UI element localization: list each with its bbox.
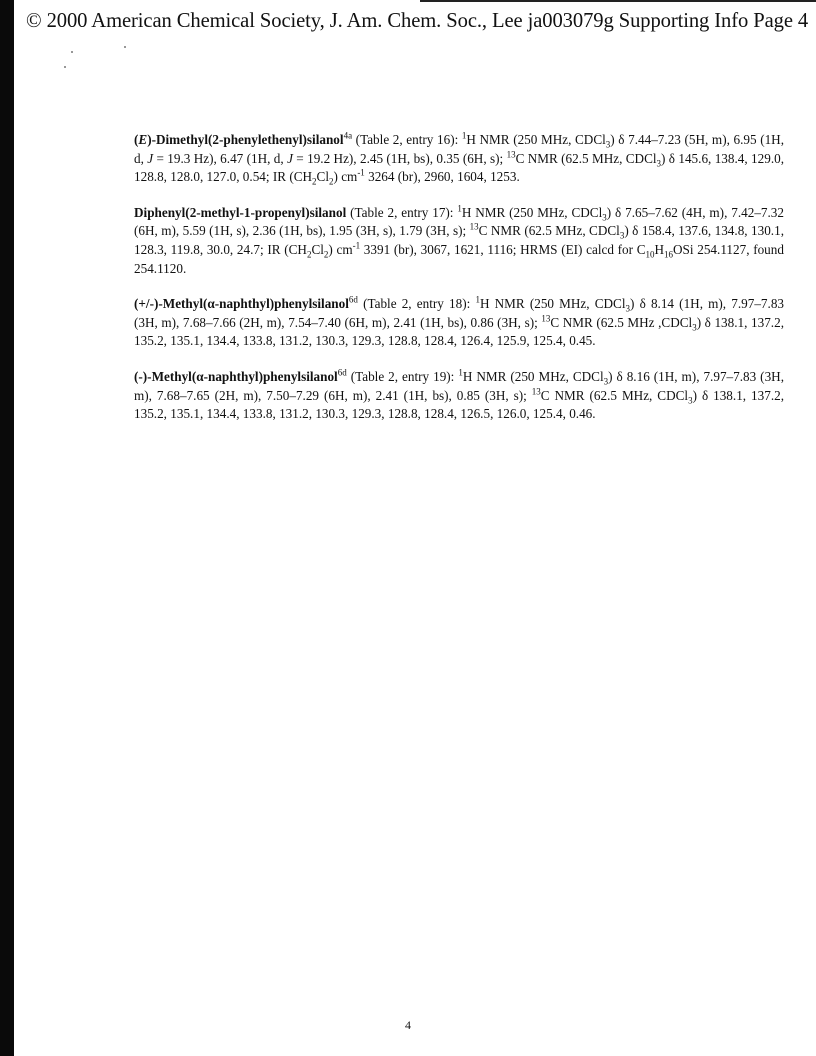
scan-speck [71, 51, 73, 53]
compound-name: (+/-)-Methyl(α-naphthyl)phenylsilanol [134, 296, 349, 312]
scan-edge-bar [0, 0, 14, 1056]
reference-superscript: 6d [337, 367, 347, 378]
scan-speck [124, 46, 126, 48]
reference-superscript: 4a [343, 130, 353, 141]
compound-spectral-data: (Table 2, entry 17): $^1$H NMR (250 MHz, CDCl$_3$) δ 7.65–7.62 (4H, m), 7.42–7.32 (6H, m), 5.59 (1H, s), 2.36 (1H, bs), 1.95 (3H, s), 1.79 (3H, s); $^{13}$C NMR (62.5 MHz, CDCl$_3$) δ 158.4, 137.6, 134.8, 130.1, 128.3, 119.8, 30.0, 24.7; IR $(CH_2Cl_2)$ $cm^{-1}$ 3391 (br), 3067, 1621, 1116; HRMS (EI) calcd for $C_{10}H_{16}OSi$ 254.1127, found 254.1120. [134, 203, 784, 276]
scan-speck [64, 66, 66, 68]
compound-spectral-data: (Table 2, entry 18): $^1$H NMR (250 MHz, CDCl$_3$) δ 8.14 (1H, m), 7.97–7.83 (3H, m), 7.68–7.66 (2H, m), 7.54–7.40 (6H, m), 2.41 (1H, bs), 0.86 (3H, s); $^{13}$C NMR (62.5 MHz ,CDCl$_3$) δ 138.1, 137.2, 135.2, 135.1, 134.4, 133.8, 131.2, 130.3, 129.3, 128.8, 128.4, 126.4, 125.9, 125.4, 0.45. [134, 294, 785, 349]
reference-superscript: 6d [348, 294, 358, 305]
page-number: 4 [405, 1018, 411, 1032]
compound-name: Diphenyl(2-methyl-1-propenyl)silanol [134, 204, 347, 220]
compound-entry [134, 131, 784, 187]
scan-top-rule [420, 0, 816, 2]
page-header: © 2000 American Chemical Society, J. Am. Chem. Soc., Lee ja003079g Supporting Info Page 4 [26, 10, 809, 32]
compound-spectral-data: (Table 2, entry 19): $^1$H NMR (250 MHz, CDCl$_3$) δ 8.16 (1H, m), 7.97–7.83 (3H, m), 7.68–7.65 (2H, m), 7.50–7.29 (6H, m), 2.41 (1H, bs), 0.85 (3H, s); $^{13}$C NMR (62.5 MHz, CDCl$_3$) δ 138.1, 137.2, 135.2, 135.1, 134.4, 133.8, 131.2, 130.3, 129.3, 128.8, 128.4, 126.5, 126.0, 125.4, 0.46. [134, 367, 785, 422]
compound-spectral-data: (Table 2, entry 16): $^1$H NMR (250 MHz, CDCl$_3$) δ 7.44–7.23 (5H, m), 6.95 (1H, d, J = 19.3 Hz), 6.47 (1H, d, J = 19.2 Hz), 2.45 (1H, bs), 0.35 (6H, s); $^{13}$C NMR (62.5 MHz, CDCl$_3$) δ 145.6, 138.4, 129.0, 128.8, 128.0, 127.0, 0.54; IR $(CH_2Cl_2)$ $cm^{-1}$ 3264 (br), 2960, 1604, 1253. [134, 130, 785, 187]
compound-entry [134, 295, 784, 351]
compound-entry [134, 204, 784, 278]
compound-name: (E)-Dimethyl(2-phenylethenyl)silanol [134, 132, 344, 147]
compound-data-list [134, 131, 784, 441]
compound-name: (-)-Methyl(α-naphthyl)phenylsilanol [134, 368, 338, 384]
compound-entry [134, 368, 784, 424]
